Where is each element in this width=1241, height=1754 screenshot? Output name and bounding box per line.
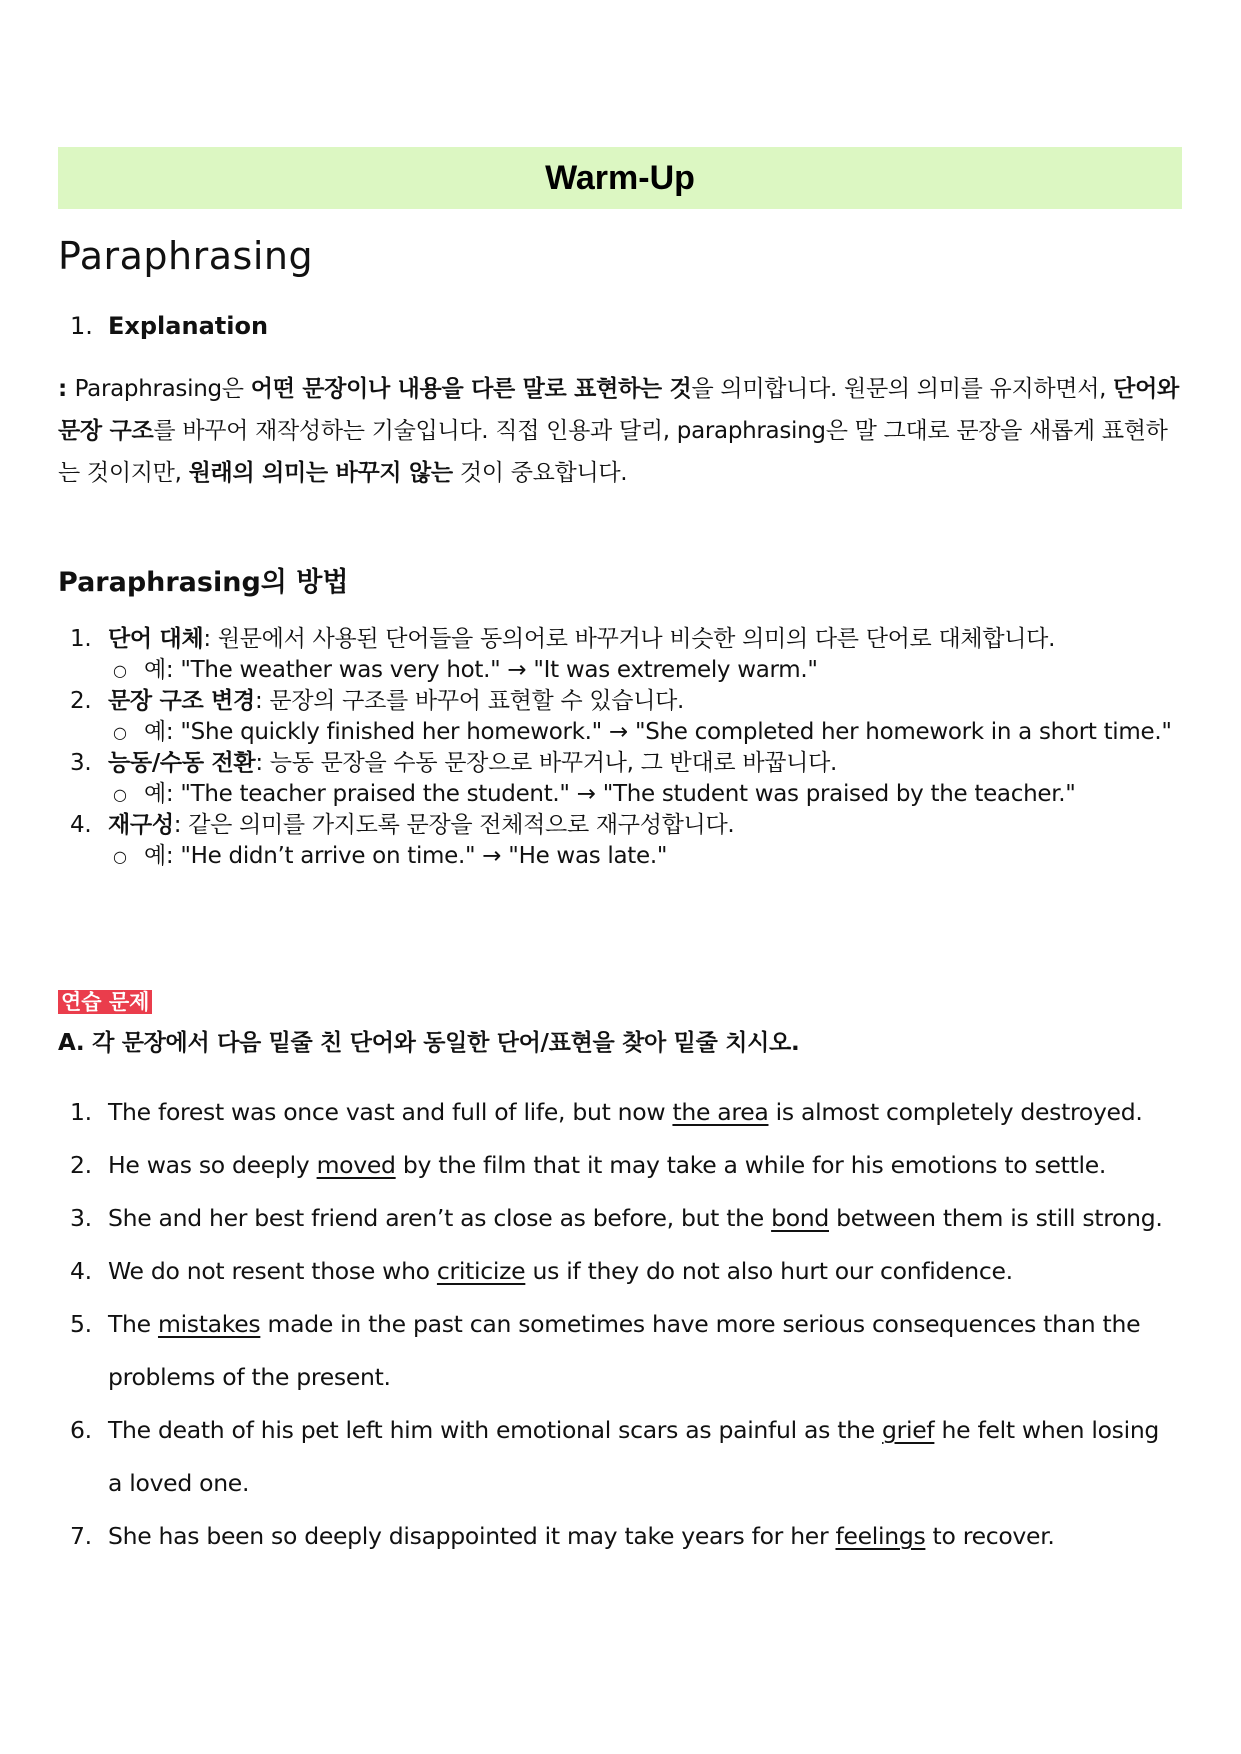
method-example (70, 841, 1180, 872)
underlined-word: moved (316, 1151, 396, 1179)
method-example (70, 779, 1180, 810)
method-desc: : 원문에서 사용된 단어들을 동의어로 바꾸거나 비슷한 의미의 다른 단어로 대체합니다. (203, 626, 1056, 652)
exercise-sentence (108, 1298, 1180, 1404)
method-term: 문장 구조 변경 (108, 688, 255, 714)
explanation-text-1: Paraphrasing은 (74, 376, 251, 402)
method-term: 능동/수동 전환 (108, 750, 256, 776)
exercise-number: 7. (70, 1522, 92, 1550)
method-item (70, 810, 1180, 841)
exercise-number: 4. (70, 1257, 92, 1285)
explanation-bold-1: 어떤 문장이나 내용을 다른 말로 표현하는 것 (250, 376, 692, 402)
bullet-icon: ○ (113, 661, 127, 680)
method-example-text: 예: "He didn’t arrive on time." → "He was late." (144, 843, 668, 869)
exercise-text-after: to recover. (925, 1522, 1055, 1550)
method-text (108, 686, 684, 717)
exercise-sentence (108, 1510, 1055, 1563)
exercise-list (70, 1086, 1180, 1563)
method-item (70, 748, 1180, 779)
methods-heading: Paraphrasing의 방법 (58, 567, 349, 598)
method-example-text: 예: "The teacher praised the student." → "The student was praised by the teacher." (144, 781, 1076, 807)
exercise-number: 5. (70, 1310, 92, 1338)
page-title: Paraphrasing (58, 234, 314, 278)
exercise-text-before: He was so deeply (108, 1151, 317, 1179)
warm-up-banner (58, 147, 1182, 209)
exercise-text-before: The forest was once vast and full of life, but now (108, 1098, 673, 1126)
method-text (108, 748, 837, 779)
underlined-word: criticize (436, 1257, 526, 1285)
bullet-icon: ○ (113, 847, 127, 866)
exercise-item (70, 1404, 1180, 1510)
method-example-text: 예: "The weather was very hot." → "It was extremely warm." (144, 657, 818, 683)
explanation-bold-2: 단어와 문장 구조 (58, 376, 1179, 444)
exercise-item (70, 1245, 1180, 1298)
method-term: 단어 대체 (108, 626, 204, 652)
exercise-sentence (108, 1086, 1143, 1139)
method-item (70, 624, 1180, 655)
exercise-sentence (108, 1192, 1163, 1245)
exercise-text-before: We do not resent those who (108, 1257, 437, 1285)
method-number: 1. (70, 626, 92, 652)
exercise-text-after: made in the past can sometimes have more serious consequences than the problems of the present. (108, 1310, 1141, 1391)
exercise-item (70, 1139, 1180, 1192)
exercise-item (70, 1298, 1180, 1404)
section-explanation-label (70, 312, 268, 340)
underlined-word: feelings (835, 1522, 926, 1550)
explanation-paragraph (58, 368, 1188, 494)
exercise-sentence (108, 1139, 1106, 1192)
exercise-sentence (108, 1404, 1180, 1510)
explanation-text-3: 를 바꾸어 재작성하는 기술입니다. 직접 인용과 달리, paraphrasing은 말 그대로 문장을 새롭게 표현하는 것이지만, (58, 418, 1168, 486)
exercise-item (70, 1510, 1180, 1563)
explanation-text-4: 것이 중요합니다. (452, 460, 628, 486)
practice-badge: 연습 문제 (58, 990, 152, 1014)
exercise-number: 2. (70, 1151, 92, 1179)
methods-list (70, 624, 1180, 872)
exercise-text-before: She and her best friend aren’t as close as before, but the (108, 1204, 772, 1232)
exercise-text-before: The death of his pet left him with emotional scars as painful as the (108, 1416, 883, 1444)
exercise-number: 3. (70, 1204, 92, 1232)
exercise-instruction: A. 각 문장에서 다음 밑줄 친 단어와 동일한 단어/표현을 찾아 밑줄 치시오. (58, 1030, 800, 1056)
exercise-number: 6. (70, 1416, 92, 1444)
exercise-item (70, 1086, 1180, 1139)
exercise-text-after: between them is still strong. (829, 1204, 1163, 1232)
method-example (70, 655, 1180, 686)
method-number: 4. (70, 812, 92, 838)
method-text (108, 810, 734, 841)
banner-title: Warm-Up (545, 158, 695, 197)
method-number: 3. (70, 750, 92, 776)
method-example-text: 예: "She quickly finished her homework." → "She completed her homework in a short time." (144, 719, 1172, 745)
method-desc: : 문장의 구조를 바꾸어 표현할 수 있습니다. (254, 688, 685, 714)
method-desc: : 능동 문장을 수동 문장으로 바꾸거나, 그 반대로 바꿉니다. (255, 750, 838, 776)
exercise-text-before: The (108, 1310, 158, 1338)
section-label: Explanation (108, 312, 269, 340)
exercise-text-before: She has been so deeply disappointed it may take years for her (108, 1522, 836, 1550)
method-number: 2. (70, 688, 92, 714)
section-number: 1. (70, 312, 93, 340)
exercise-sentence (108, 1245, 1013, 1298)
underlined-word: the area (672, 1098, 769, 1126)
practice-badge-wrap (58, 990, 152, 1014)
explanation-text-2: 을 의미합니다. 원문의 의미를 유지하면서, (691, 376, 1114, 402)
underlined-word: bond (771, 1204, 829, 1232)
method-term: 재구성 (108, 812, 174, 838)
exercise-item (70, 1192, 1180, 1245)
bullet-icon: ○ (113, 785, 127, 804)
method-desc: : 같은 의미를 가지도록 문장을 전체적으로 재구성합니다. (173, 812, 735, 838)
underlined-word: mistakes (157, 1310, 261, 1338)
exercise-text-after: is almost completely destroyed. (768, 1098, 1143, 1126)
exercise-text-after: by the film that it may take a while for his emotions to settle. (395, 1151, 1107, 1179)
bullet-icon: ○ (113, 723, 127, 742)
method-text (108, 624, 1055, 655)
method-item (70, 686, 1180, 717)
explanation-bold-3: 원래의 의미는 바꾸지 않는 (188, 460, 453, 486)
explanation-lead: : (58, 376, 75, 402)
exercise-text-after: us if they do not also hurt our confidence. (525, 1257, 1013, 1285)
method-example (70, 717, 1180, 748)
exercise-number: 1. (70, 1098, 92, 1126)
exercise-text-after: he felt when losing a loved one. (108, 1416, 1160, 1497)
underlined-word: grief (882, 1416, 935, 1444)
